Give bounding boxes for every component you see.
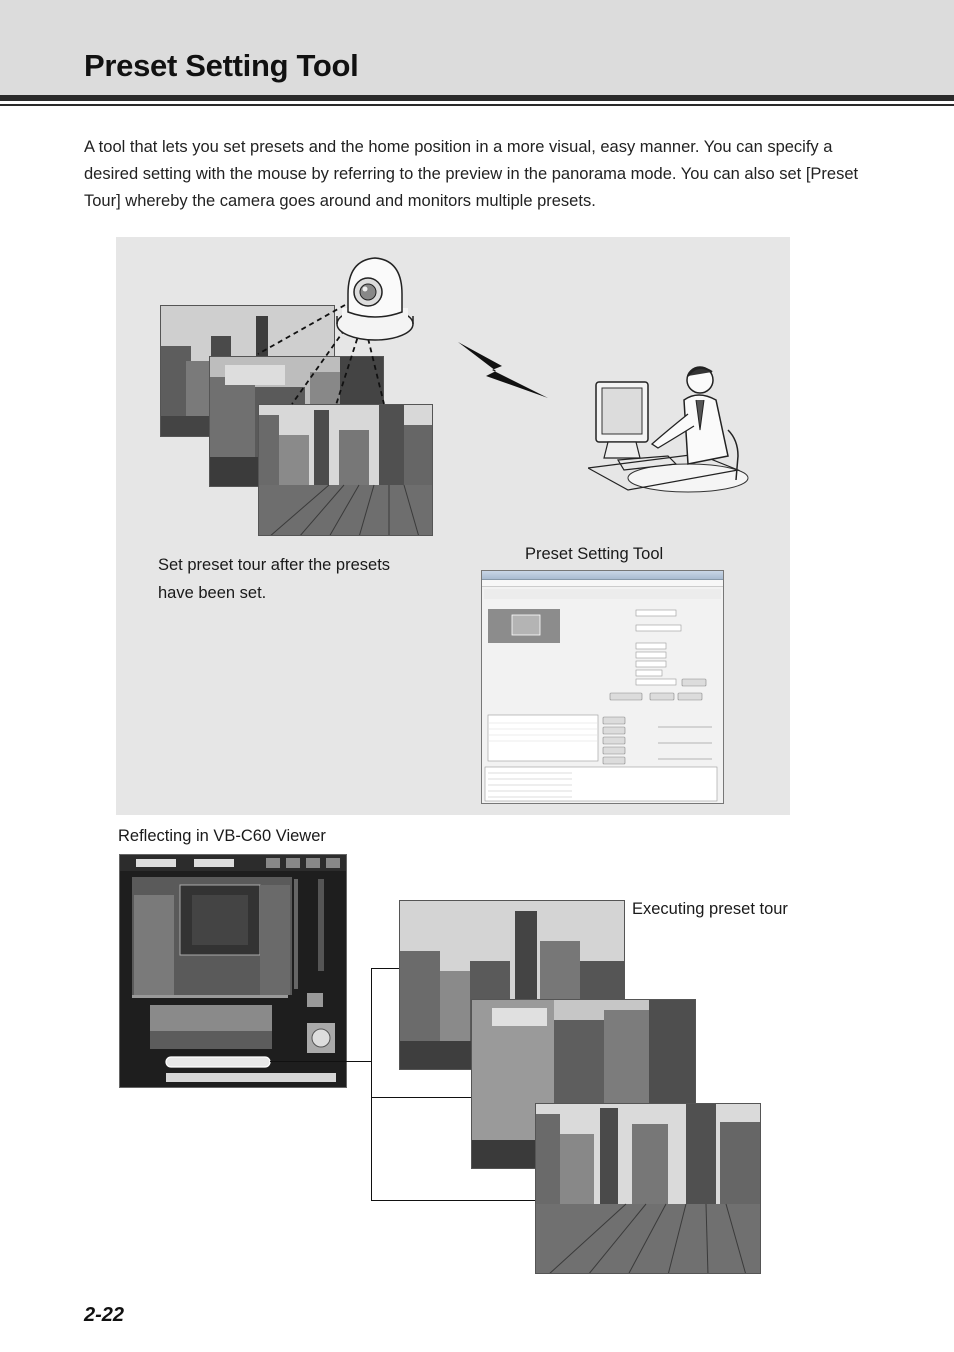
camera-icon — [334, 254, 416, 346]
connector-to-photo-3 — [371, 1200, 535, 1201]
tool-content — [482, 587, 723, 803]
connector-horizontal-from-viewer — [270, 1061, 371, 1062]
tour-execution-caption: Executing preset tour — [632, 900, 788, 918]
page-number: 2-22 — [84, 1304, 125, 1326]
tour-caption-line-2: have been set. — [158, 584, 267, 602]
page-title: Preset Setting Tool — [84, 48, 359, 83]
tour-caption — [158, 551, 390, 607]
connector-to-photo-2 — [371, 1097, 471, 1098]
tour-caption-line-1: Set preset tour after the presets — [158, 556, 391, 574]
intro-text-end: ] whereby the camera goes around and monitors multiple presets. — [116, 192, 596, 210]
tool-menubar — [482, 580, 723, 587]
tour-photo-3 — [535, 1103, 761, 1274]
intro-text-start: A tool that lets you set presets and the home position in a more visual, easy manner. You can specify a desired setting with the mouse by referring to the preview in the panorama mode. You can also set [ — [84, 138, 833, 183]
intro-term-preset-tour: Preset Tour — [84, 165, 859, 210]
viewer-caption: Reflecting in VB-C60 Viewer — [118, 827, 326, 845]
tool-caption: Preset Setting Tool — [525, 545, 664, 563]
tool-titlebar — [482, 571, 723, 580]
connector-vertical — [371, 968, 372, 1201]
viewer-content — [120, 855, 346, 1087]
preset-setting-tool-screenshot — [481, 570, 724, 804]
connector-to-photo-1 — [371, 968, 399, 969]
lightning-icon — [456, 340, 550, 400]
vb-c60-viewer-screenshot — [119, 854, 347, 1088]
operator-pc-icon — [588, 360, 750, 496]
